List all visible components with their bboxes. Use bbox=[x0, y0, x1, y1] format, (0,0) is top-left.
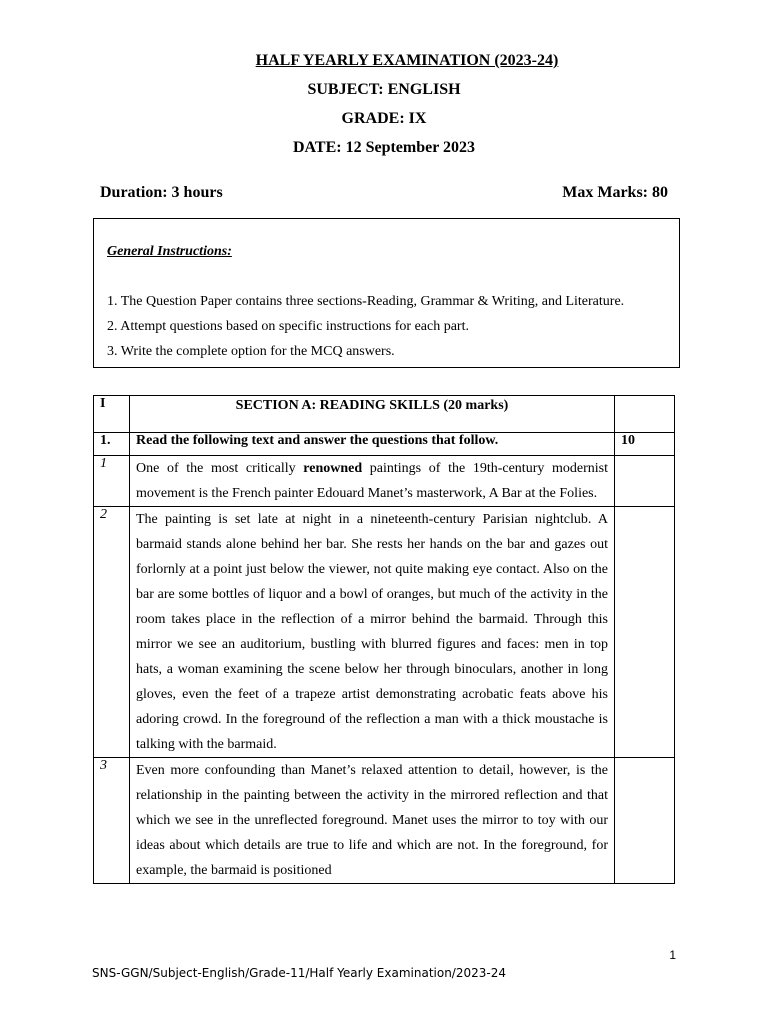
paragraph-number: 3 bbox=[94, 758, 130, 884]
paragraph-text-end: paintings of the 19th-century modernist movement is the French painter Edouard Manet’s masterwork, A Bar at the Folies. bbox=[136, 461, 608, 501]
section-marks-cell bbox=[615, 396, 675, 433]
grade-line: GRADE: IX bbox=[341, 110, 427, 127]
instructions-title: General Instructions: bbox=[107, 244, 232, 259]
date-line: DATE: 12 September 2023 bbox=[292, 139, 476, 156]
instruction-item: 3. Write the complete option for the MCQ answers. bbox=[107, 344, 395, 359]
exam-title: HALF YEARLY EXAMINATION (2023-24) bbox=[255, 52, 559, 69]
paragraph-row bbox=[94, 507, 675, 758]
paragraph-marks-cell bbox=[615, 456, 675, 507]
paragraph-marks-cell bbox=[615, 758, 675, 884]
duration-label: Duration: 3 hours bbox=[100, 184, 223, 201]
paragraph-text bbox=[130, 456, 615, 507]
page-number: 1 bbox=[669, 948, 676, 962]
question-number: 1. bbox=[94, 433, 130, 456]
question-text: Read the following text and answer the questions that follow. bbox=[130, 433, 615, 456]
paragraph-text: Even more confounding than Manet’s relaxed attention to detail, however, is the relationship in the painting between the activity in the mirrored reflection and that which we see in the unreflected foreground. Manet uses the mirror to toy with our ideas about which details are true to life and which are not. In the foreground, for example, the barmaid is positioned bbox=[130, 758, 615, 884]
general-instructions-box bbox=[93, 218, 680, 368]
paragraph-row bbox=[94, 456, 675, 507]
section-header-row bbox=[94, 396, 675, 433]
instruction-item: 1. The Question Paper contains three sections-Reading, Grammar & Writing, and Literature. bbox=[107, 294, 625, 309]
footer-reference: SNS-GGN/Subject-English/Grade-11/Half Yearly Examination/2023-24 bbox=[92, 966, 506, 980]
paragraph-number: 2 bbox=[94, 507, 130, 758]
paragraph-row bbox=[94, 758, 675, 884]
instruction-item: 2. Attempt questions based on specific instructions for each part. bbox=[107, 319, 469, 334]
max-marks-label: Max Marks: 80 bbox=[562, 184, 668, 201]
paragraph-number: 1 bbox=[94, 456, 130, 507]
bold-word: renowned bbox=[303, 461, 363, 476]
paragraph-text: The painting is set late at night in a nineteenth-century Parisian nightclub. A barmaid stands alone behind her bar. She rests her hands on the bar and gazes out forlornly at a point just below the viewer, not quite making eye contact. Also on the bar are some bottles of liquor and a bowl of oranges, but much of the activity in the room takes place in the reflection of a mirror behind the barmaid. Through this mirror we see an auditorium, bustling with blurred figures and faces: men in top hats, a woman examining the scene below her through binoculars, another in long gloves, even the feet of a trapeze artist demonstrating acrobatic feats above his adoring crowd. In the foreground of the reflection a man with a thick moustache is talking with the barmaid. bbox=[130, 507, 615, 758]
question-row bbox=[94, 433, 675, 456]
subject-line: SUBJECT: ENGLISH bbox=[307, 81, 461, 98]
question-table bbox=[93, 395, 675, 884]
section-numeral: I bbox=[94, 396, 130, 433]
section-title: SECTION A: READING SKILLS (20 marks) bbox=[130, 396, 615, 433]
paragraph-marks-cell bbox=[615, 507, 675, 758]
paragraph-text-start: One of the most critically bbox=[136, 461, 304, 476]
question-marks: 10 bbox=[615, 433, 675, 456]
